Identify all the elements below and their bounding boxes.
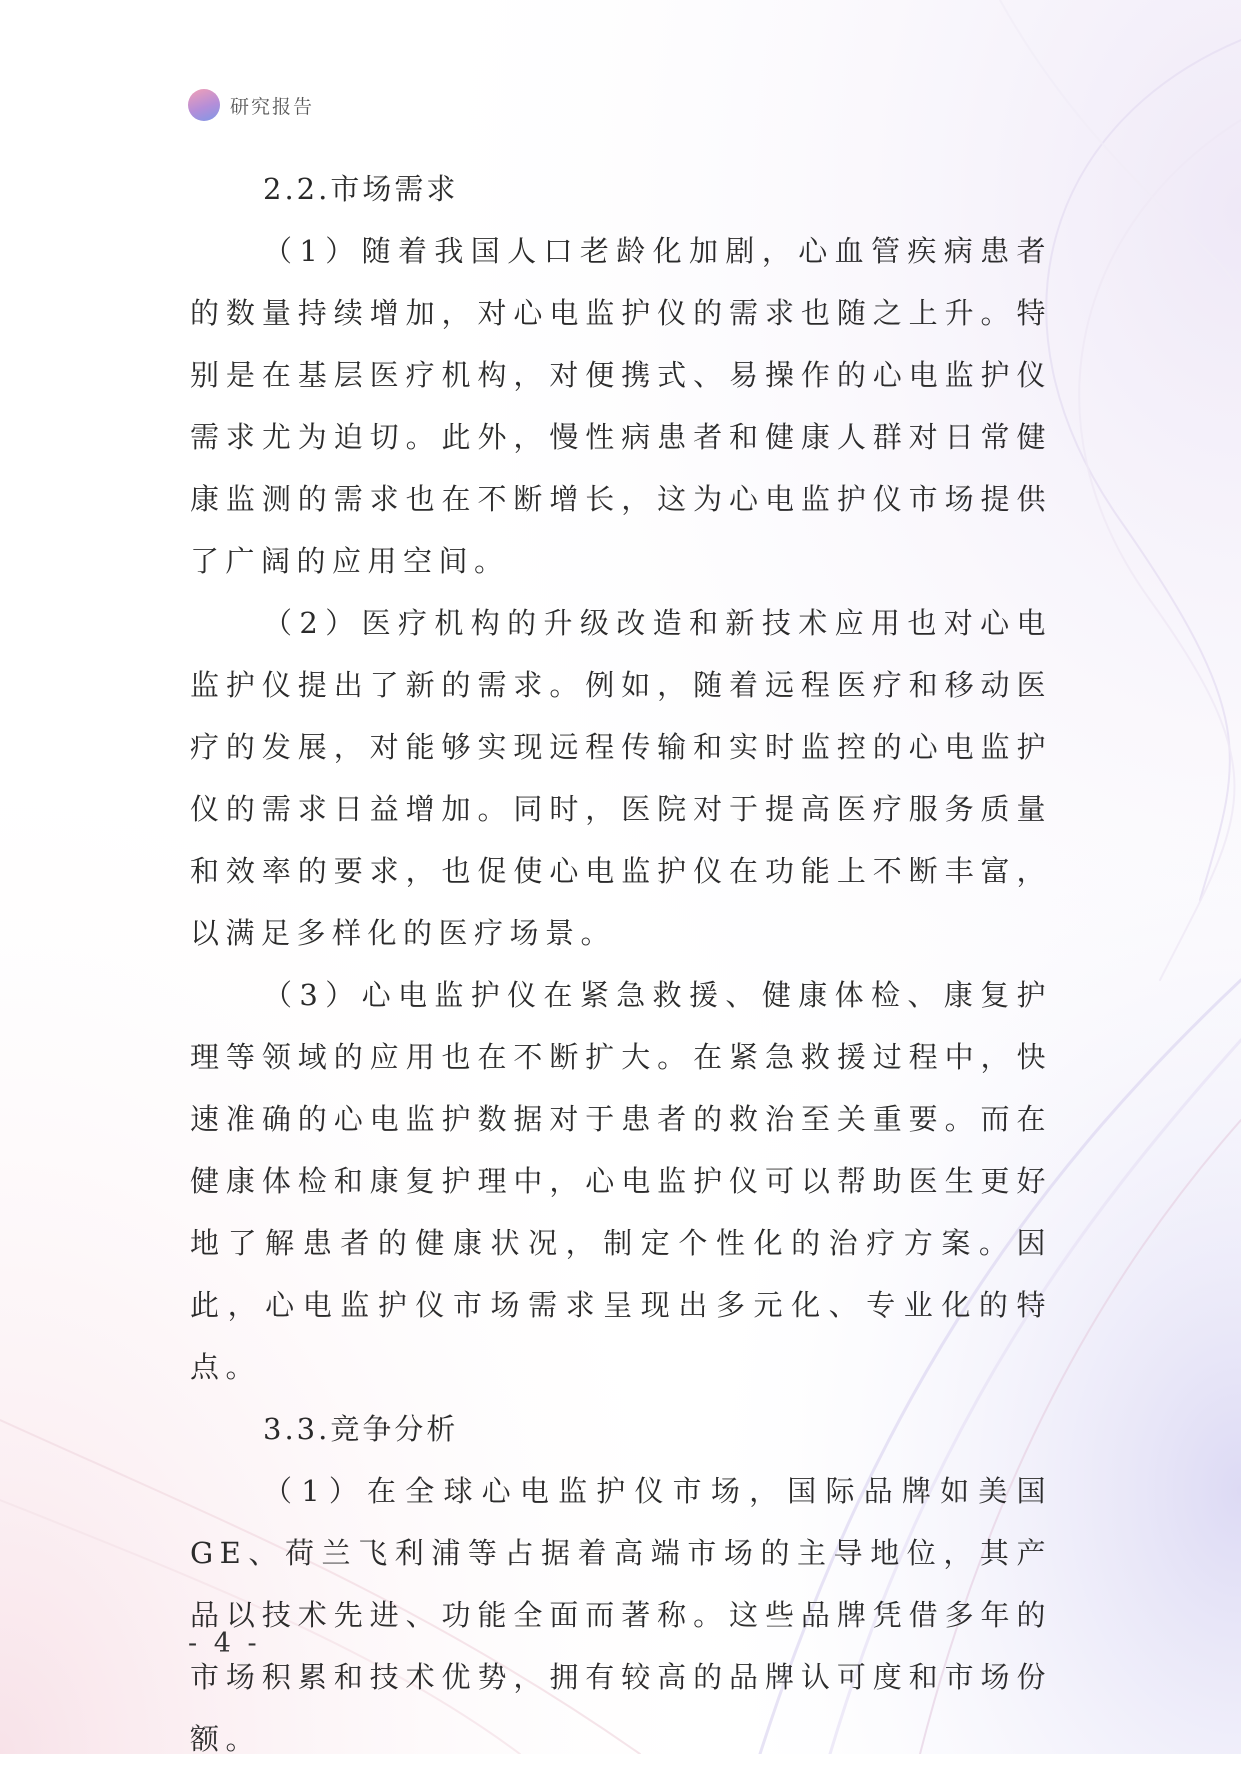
document-body bbox=[190, 158, 1052, 1770]
paragraph: （3）心电监护仪在紧急救援、健康体检、康复护理等领域的应用也在不断扩大。在紧急救援过程中，快速准确的心电监护数据对于患者的救治至关重要。而在健康体检和康复护理中，心电监护仪可以帮助医生更好地了解患者的健康状况，制定个性化的治疗方案。因此，心电监护仪市场需求呈现出多元化、专业化的特点。 bbox=[190, 978, 1052, 1384]
page-header bbox=[188, 89, 314, 121]
paragraph: （1）在全球心电监护仪市场，国际品牌如美国GE、荷兰飞利浦等占据着高端市场的主导地位，其产品以技术先进、功能全面而著称。这些品牌凭借多年的市场积累和技术优势，拥有较高的品牌认可度和市场份额。 bbox=[190, 1474, 1052, 1756]
section-heading: 3.3.竞争分析 bbox=[263, 1412, 459, 1446]
paragraph: （2）医疗机构的升级改造和新技术应用也对心电监护仪提出了新的需求。例如，随着远程医疗和移动医疗的发展，对能够实现远程传输和实时监控的心电监护仪的需求日益增加。同时，医院对于提高医疗服务质量和效率的要求，也促使心电监护仪在功能上不断丰富，以满足多样化的医疗场景。 bbox=[190, 606, 1052, 950]
header-title: 研究报告 bbox=[230, 95, 315, 118]
section-heading: 2.2.市场需求 bbox=[263, 172, 459, 206]
report-logo-icon bbox=[188, 89, 220, 121]
page-number: - 4 - bbox=[188, 1628, 261, 1659]
paragraph: （1）随着我国人口老龄化加剧，心血管疾病患者的数量持续增加，对心电监护仪的需求也随之上升。特别是在基层医疗机构，对便携式、易操作的心电监护仪需求尤为迫切。此外，慢性病患者和健康人群对日常健康监测的需求也在不断增长，这为心电监护仪市场提供了广阔的应用空间。 bbox=[190, 234, 1052, 578]
